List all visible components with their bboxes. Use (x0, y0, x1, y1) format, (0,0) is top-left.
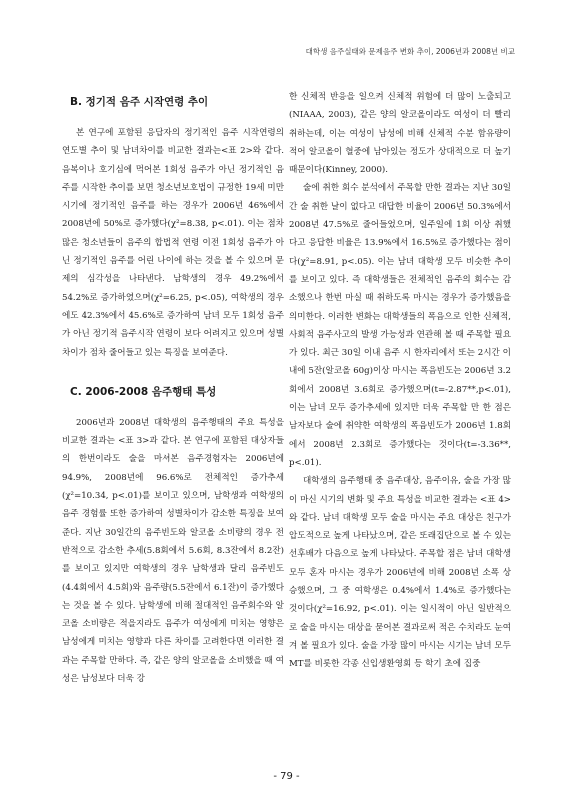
right-column (289, 88, 511, 674)
running-header: 대학생 음주실태와 문제음주 변화 추이, 2006년과 2008년 비교 (305, 47, 515, 56)
right-paragraph-1: 한 신체적 반응을 일으켜 신체적 위험에 더 많이 노출되고(NIAAA, 2003), 같은 양의 알코올이라도 여성이 더 빨리 취하는데, 이는 여성이 남성에 비해 신체적 수분 함유량이 적어 알코올이 혈중에 남아있는 정도가 상대적으로 더 높기 때문이다(Kinney, 2000). (289, 92, 511, 176)
right-paragraph-2: 술에 취한 회수 분석에서 주목할 만한 결과는 지난 30일간 술 취한 날이 없다고 대답한 비율이 2006년 50.3%에서 2008년 47.5%로 줄어들었으며, 일주일에 1회 이상 취했다고 응답한 비율은 13.9%에서 16.5%로 증가했다는 점이다(χ²=8.91, p<.05). 이는 남녀 대학생 모두 비슷한 추이를 보이고 있다. 즉 대학생들은 전체적인 음주의 회수는 감소했으나 한번 마실 때 취하도록 마시는 경우가 증가했음을 의미한다. 이러한 변화는 대학생들의 폭음으로 인한 신체적, 사회적 음주사고의 발생 가능성과 연관해 볼 때 주목할 필요가 있다. 최근 30일 이내 음주 시 한자리에서 또는 2시간 이내에 5잔(알코올 60g)이상 마시는 폭음빈도는 2006년 3.2회에서 2008년 3.6회로 증가했으며(t=-2.87**,p<.01), 이는 남녀 모두 증가추세에 있지만 더욱 주목할 만 한 점은 남자보다 술에 취약한 여학생의 폭음빈도가 2006년 1.8회에서 2008년 2.3회로 증가했다는 것이다(t=-3.36**, p<.01). (289, 183, 511, 468)
section-c-paragraph: 2006년과 2008년 대학생의 음주행태의 주요 특성을 비교한 결과는 <표 3>과 같다. 본 연구에 포함된 대상자들의 한번이라도 술을 마셔본 음주경험자는 2006년에 94.9%, 2008년에 96.6%로 전체적인 증가추세(χ²=10.34, p<.01)를 보이고 있으며, 남학생과 여학생의 음주 경험률 또한 증가하여 성별차이가 감소한 특징을 보여준다. 지난 30일간의 음주빈도와 알코올 소비량의 경우 전반적으로 감소한 추세(5.8회에서 5.6회, 8.3잔에서 8.2잔)를 보이고 있지만 여학생의 경우 남학생과 달리 음주빈도(4.4회에서 4.5회)와 음주량(5.5잔에서 6.1잔)이 증가했다는 것을 볼 수 있다. 남학생에 비해 절대적인 음주회수와 알코올 소비량은 적을지라도 음주가 여성에게 미치는 영향은 남성에게 미치는 영향과 다른 차이를 고려한다면 이러한 결과는 주목할 만하다. 즉, 같은 양의 알코올을 소비했을 때 여성은 남성보다 더욱 강 (62, 417, 284, 685)
section-b-heading: B. 정기적 음주 시작연령 추이 (70, 96, 209, 108)
left-column (62, 86, 284, 688)
right-paragraph-3: 대학생의 음주행태 중 음주대상, 음주이유, 술을 가장 많이 마신 시기의 변화 및 주요 특성을 비교한 결과는 <표 4>와 같다. 남녀 대학생 모두 술을 마시는 주요 대상은 친구가 압도적으로 높게 나타났으며, 같은 또래집단으로 볼 수 있는 선후배가 다음으로 높게 나타났다. 주목할 점은 남녀 대학생 모두 혼자 마시는 경우가 2006년에 비해 2008년 소폭 상승했으며, 그 중 여학생은 0.4%에서 1.4%로 증가했다는 것이다(χ²=16.92, p<.01). 이는 일시적이 아닌 일반적으로 술을 마시는 대상을 묻어본 결과로써 적은 수치라도 눈여겨 볼 필요가 있다. 술을 가장 많이 마시는 시기는 남녀 모두 MT를 비롯한 각종 신입생환영회 등 학기 초에 집중 (289, 476, 511, 670)
section-b-paragraph: 본 연구에 포함된 응답자의 정기적인 음주 시작연령의 연도별 추이 및 남녀차이를 비교한 결과는<표 2>와 같다. 음복이나 호기심에 먹어본 1회성 음주가 아닌 정기적인 음주를 시작한 추이를 보면 청소년보호법이 규정한 19세 미만 시기에 정기적인 음주를 하는 경우가 2006년 46%에서 2008년에 50%로 증가했다(χ²=8.38, p<.01). 이는 점차 많은 청소년들이 음주의 합법적 연령 이전 1회성 음주가 아닌 정기적인 음주를 어린 나이에 하는 것을 볼 수 있으며 문제의 심각성을 나타낸다. 남학생의 경우 49.2%에서 54.2%로 증가하였으며(χ²=6.25, p<.05), 여학생의 경우에도 42.3%에서 45.6%로 증가하여 남녀 모두 1회성 음주가 아닌 정기적 음주시작 연령이 보다 어려지고 있으며 성별 차이가 점차 줄어들고 있는 특징을 보여준다. (62, 128, 284, 358)
section-c-heading: C. 2006-2008 음주행태 특성 (70, 385, 217, 398)
page-number: - 79 - (273, 771, 300, 782)
